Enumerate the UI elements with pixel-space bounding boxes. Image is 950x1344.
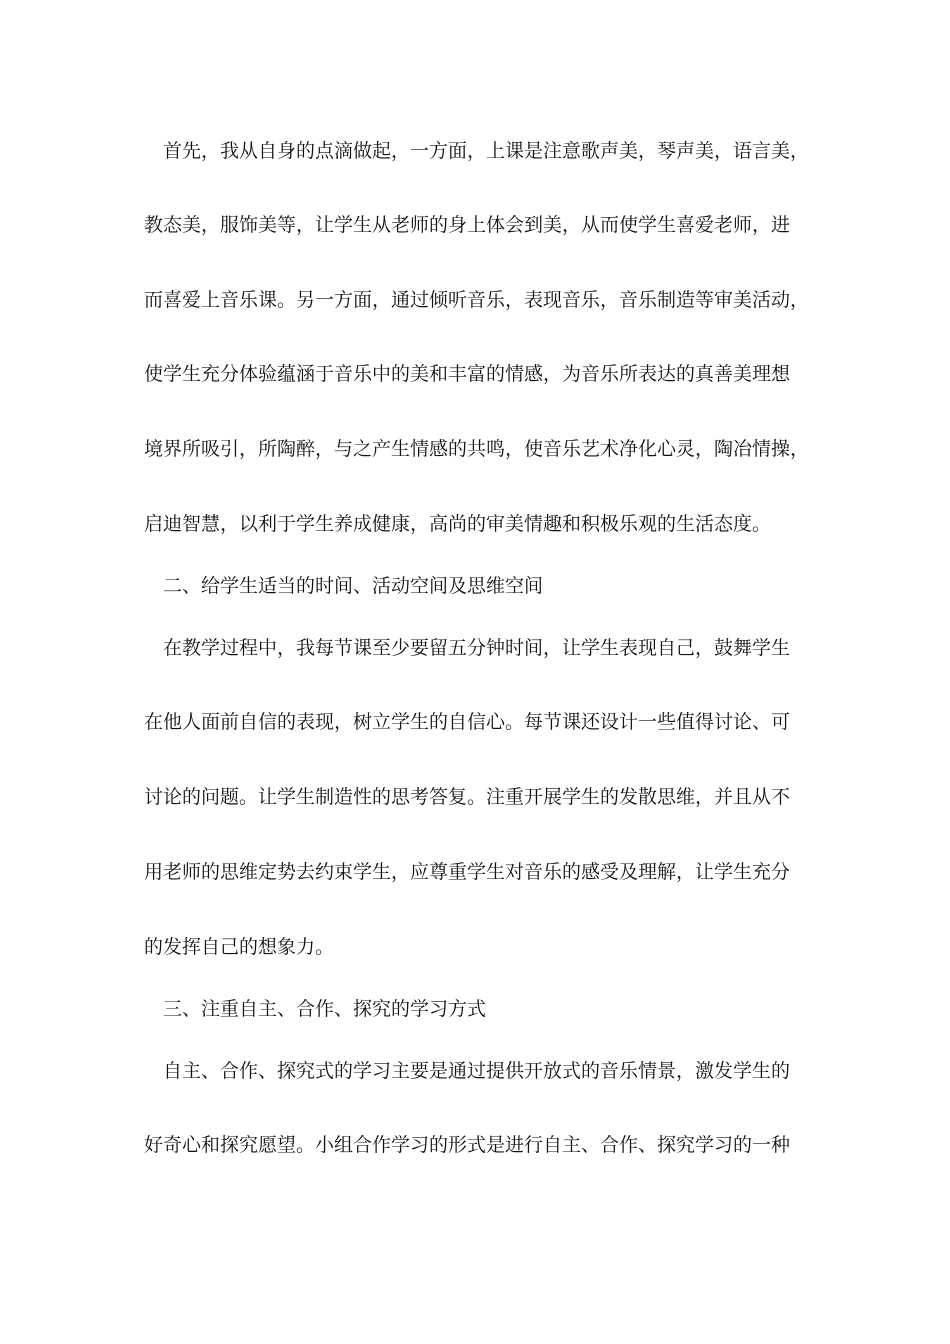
paragraph-line: 教态美，服饰美等，让学生从老师的身上体会到美，从而使学生喜爱老师，进 bbox=[144, 214, 791, 236]
paragraph-line: 首先，我从自身的点滴做起，一方面，上课是注意歌声美，琴声美，语言美， bbox=[163, 140, 810, 162]
paragraph-line: 在教学过程中，我每节课至少要留五分钟时间，让学生表现自己，鼓舞学生 bbox=[163, 637, 791, 659]
paragraph-line: 启迪智慧，以利于学生养成健康，高尚的审美情趣和积极乐观的生活态度。 bbox=[144, 513, 772, 535]
paragraph-line: 的发挥自己的想象力。 bbox=[144, 936, 335, 958]
paragraph-line: 而喜爱上音乐课。另一方面，通过倾听音乐，表现音乐，音乐制造等审美活动， bbox=[144, 289, 810, 311]
paragraph-line: 好奇心和探究愿望。小组合作学习的形式是进行自主、合作、探究学习的一种 bbox=[144, 1134, 791, 1156]
section-heading: 三、注重自主、合作、探究的学习方式 bbox=[163, 998, 487, 1020]
paragraph-line: 用老师的思维定势去约束学生，应尊重学生对音乐的感受及理解，让学生充分 bbox=[144, 861, 791, 883]
paragraph-line: 讨论的问题。让学生制造性的思考答复。注重开展学生的发散思维，并且从不 bbox=[144, 786, 791, 808]
section-heading: 二、给学生适当的时间、活动空间及思维空间 bbox=[163, 575, 544, 597]
paragraph-line: 在他人面前自信的表现，树立学生的自信心。每节课还设计一些值得讨论、可 bbox=[144, 711, 791, 733]
paragraph-line: 使学生充分体验蕴涵于音乐中的美和丰富的情感，为音乐所表达的真善美理想 bbox=[144, 363, 791, 385]
paragraph-line: 境界所吸引，所陶醉，与之产生情感的共鸣，使音乐艺术净化心灵，陶冶情操， bbox=[144, 438, 810, 460]
paragraph-line: 自主、合作、探究式的学习主要是通过提供开放式的音乐情景，激发学生的 bbox=[163, 1060, 791, 1082]
